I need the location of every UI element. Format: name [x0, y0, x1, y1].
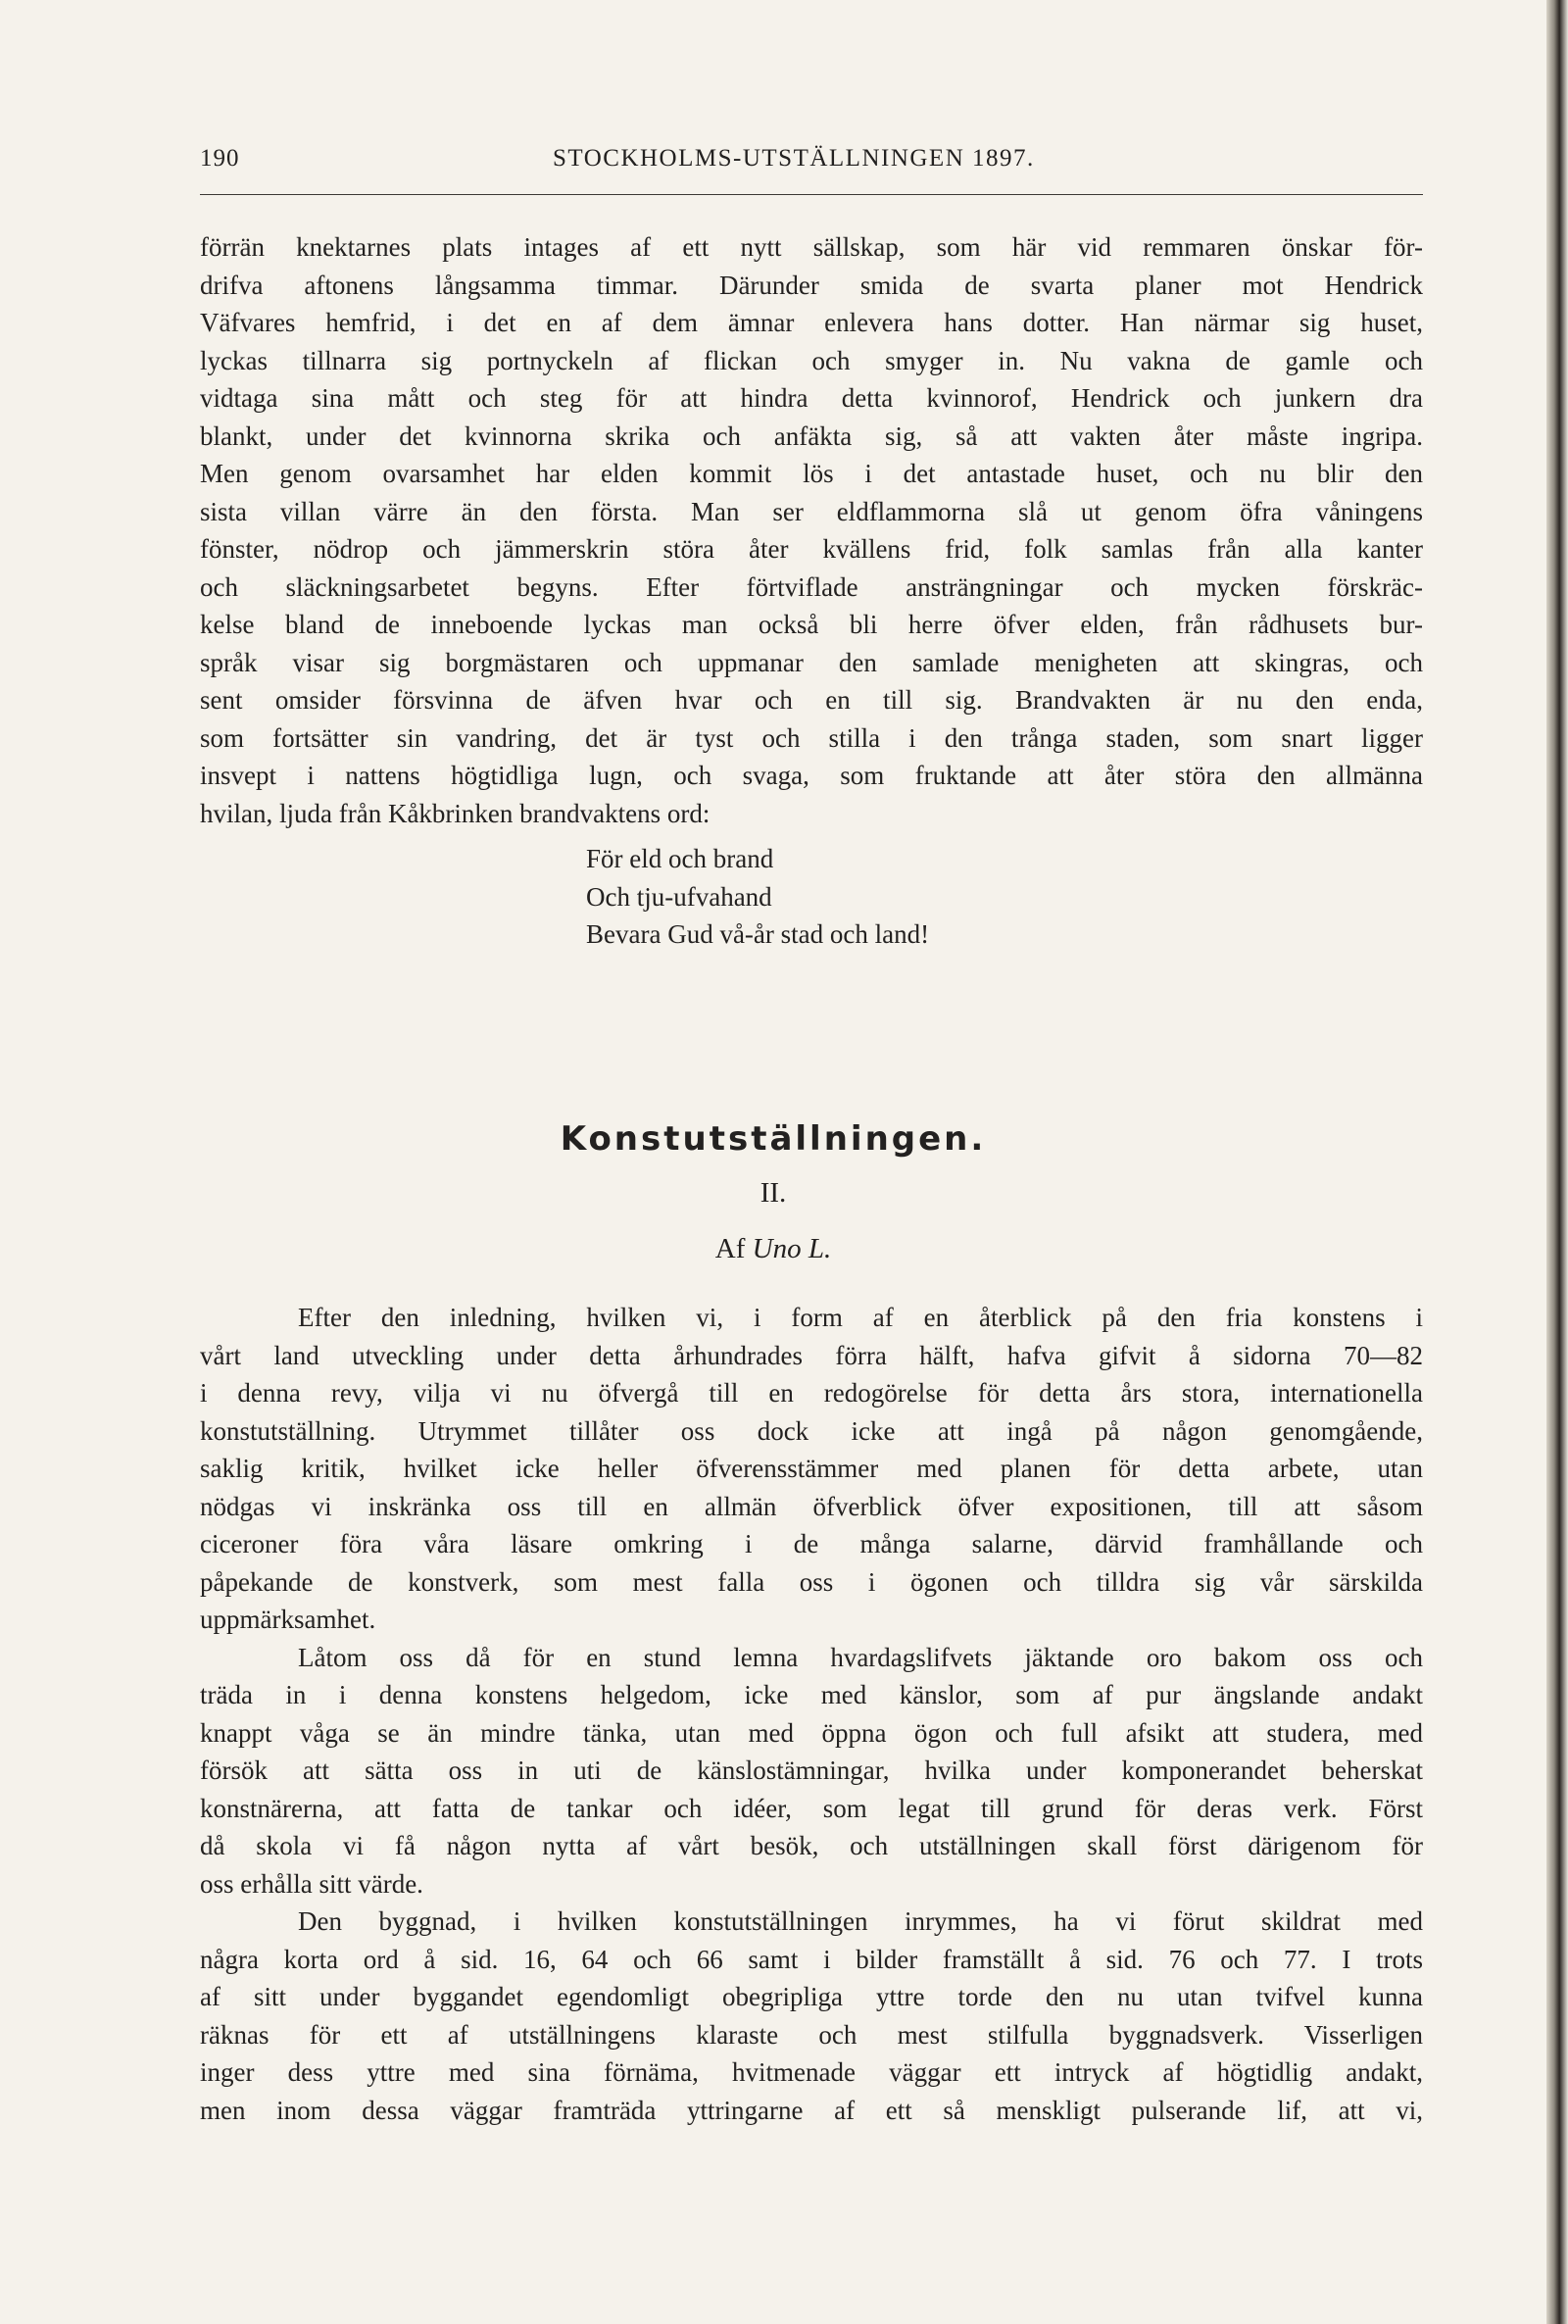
text-line: som fortsätter sin vandring, det är tyst och stilla i den trånga staden, som snart ligger — [200, 722, 1423, 753]
text-line: vårt land utveckling under detta århundrades förra hälft, hafva gifvit å sidorna 70—82 — [200, 1340, 1423, 1370]
author-name: Uno L. — [752, 1233, 832, 1264]
section-title: Konstutställningen. — [560, 1119, 987, 1159]
text-line: drifva aftonens långsamma timmar. Därunder smida de svarta planer mot Hendrick — [200, 270, 1423, 300]
text-line: Låtom oss då för en stund lemna hvardagslifvets jäktande oro bakom oss och — [298, 1642, 1423, 1672]
paragraph — [200, 1639, 1423, 1904]
text-line: förrän knektarnes plats intages af ett nytt sällskap, som här vid remmaren önskar för- — [200, 232, 1423, 262]
text-line: Väfvares hemfrid, i det en af dem ämnar enlevera hans dotter. Han närmar sig huset, — [200, 308, 1423, 337]
text-line: knappt våga se än mindre tänka, utan med öppna ögon och full afsikt att studera, med — [200, 1717, 1423, 1748]
paragraph-continuation — [200, 228, 1423, 832]
page-edge-shadow — [1546, 0, 1568, 2324]
text-line: i denna revy, vilja vi nu öfvergå till en redogörelse för detta års stora, internationella — [200, 1378, 1423, 1408]
text-line: saklig kritik, hvilket icke heller öfverensstämmer med planen för detta arbete, utan — [200, 1454, 1423, 1483]
page-number: 190 — [200, 145, 240, 172]
text-line: påpekande de konstverk, som mest falla oss i ögonen och tilldra sig vår särskilda — [200, 1566, 1423, 1597]
text-line: konstutställning. Utrymmet tillåter oss dock icke att ingå på någon genomgående, — [200, 1415, 1423, 1446]
header-rule — [200, 194, 1423, 195]
text-line: räknas för ett af utställningens klaraste och mest stilfulla byggnadsverk. Visserligen — [200, 2019, 1423, 2050]
text-line: lyckas tillnarra sig portnyckeln af flickan och smyger in. Nu vakna de gamle och — [200, 345, 1423, 375]
text-line: språk visar sig borgmästaren och uppmanar den samlade menigheten att skingras, och — [200, 647, 1423, 677]
text-line: inger dess yttre med sina förnäma, hvitmenade väggar ett intryck af högtidlig andakt, — [200, 2057, 1423, 2087]
verse-line: För eld och brand — [586, 844, 774, 873]
text-line: vidtaga sina mått och steg för att hindra detta kvinnorof, Hendrick och junkern dra — [200, 383, 1423, 413]
text-line: sent omsider försvinna de äfven hvar och en till sig. Brandvakten är nu den enda, — [200, 685, 1423, 715]
text-line: Men genom ovarsamhet har elden kommit lös i det antastade huset, och nu blir den — [200, 459, 1423, 488]
text-line: men inom dessa väggar framträda yttringarne af ett så menskligt pulserande lif, att vi, — [200, 2095, 1423, 2125]
text-line: några korta ord å sid. 16, 64 och 66 samt i bilder framställt å sid. 76 och 77. I trots — [200, 1944, 1423, 1974]
paragraph — [200, 1903, 1423, 2129]
byline — [0, 1233, 1546, 1265]
text-line: nödgas vi inskränka oss till en allmän öfverblick öfver expositionen, till att såsom — [200, 1491, 1423, 1521]
text-line: Den byggnad, i hvilken konstutställningen inrymmes, ha vi förut skildrat med — [298, 1906, 1423, 1936]
text-line: Efter den inledning, hvilken vi, i form af en återblick på den fria konstens i — [298, 1303, 1423, 1332]
running-title: STOCKHOLMS-UTSTÄLLNINGEN 1897. — [553, 145, 1035, 172]
verse-line: Och tju-ufvahand — [586, 881, 772, 912]
text-line: träda in i denna konstens helgedom, icke med känslor, som af pur ängslande andakt — [200, 1680, 1423, 1709]
text-line: insvept i nattens högtidliga lugn, och svaga, som fruktande att åter störa den allmänna — [200, 761, 1423, 790]
text-line: uppmärksamhet. — [200, 1605, 376, 1634]
text-block-article — [200, 1299, 1423, 2129]
text-line: hvilan, ljuda från Kåkbrinken brandvaktens ord: — [200, 798, 710, 828]
byline-prefix: Af — [714, 1233, 746, 1264]
section-number: II. — [760, 1177, 787, 1209]
text-block-continuation — [200, 228, 1423, 832]
paragraph — [200, 1299, 1423, 1639]
verse-line: Bevara Gud vå-år stad och land! — [586, 919, 930, 949]
text-line: af sitt under byggandet egendomligt obegripliga yttre torde den nu utan tvifvel kunna — [200, 1982, 1423, 2011]
text-line: försök att sätta oss in uti de känslostämningar, hvilka under komponerandet beherskat — [200, 1755, 1423, 1785]
text-line: sista villan värre än den första. Man ser eldflammorna slå ut genom öfra våningens — [200, 496, 1423, 526]
text-line: konstnärerna, att fatta de tankar och idéer, som legat till grund för deras verk. Först — [200, 1793, 1423, 1823]
text-line: ciceroner föra våra läsare omkring i de många salarne, därvid framhållande och — [200, 1529, 1423, 1558]
text-line: då skola vi få någon nytta af vårt besök, och utställningen skall först därigenom för — [200, 1831, 1423, 1860]
text-line: och släckningsarbetet begyns. Efter förtviflade ansträngningar och mycken förskräc- — [200, 571, 1423, 602]
verse-block — [586, 840, 929, 954]
text-line: fönster, nödrop och jämmerskrin störa åter kvällens frid, folk samlas från alla kanter — [200, 534, 1423, 564]
running-header — [200, 145, 1423, 184]
text-line: oss erhålla sitt värde. — [200, 1868, 423, 1899]
text-line: blankt, under det kvinnorna skrika och anfäkta sig, så att vakten åter måste ingripa. — [200, 420, 1423, 451]
text-line: kelse bland de inneboende lyckas man också bli herre öfver elden, från rådhusets bur- — [200, 610, 1423, 639]
